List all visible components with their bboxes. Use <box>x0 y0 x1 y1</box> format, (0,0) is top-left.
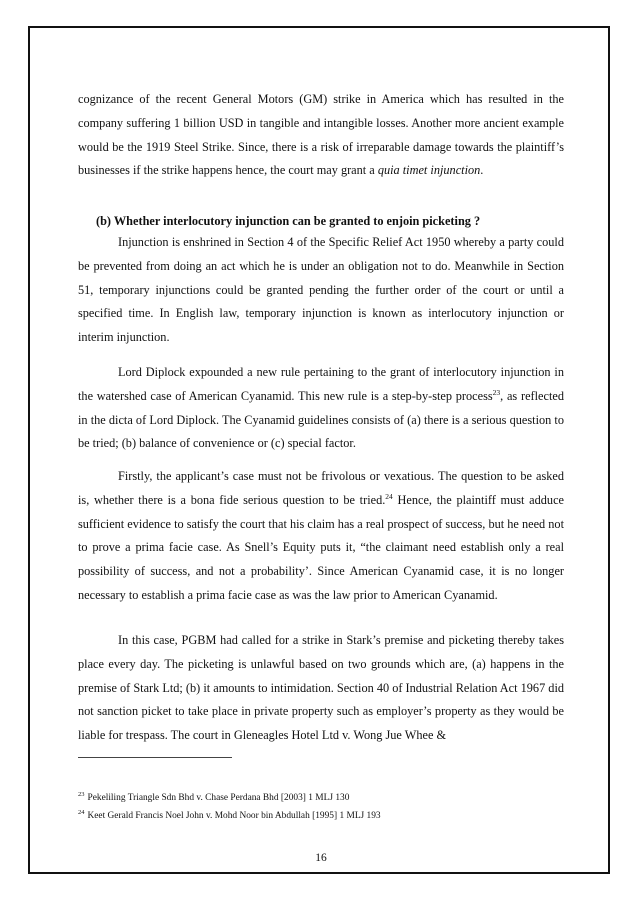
section-heading: (b) Whether interlocutory injunction can be granted to enjoin picketing ? <box>96 214 481 228</box>
footnote-number: 23 <box>78 791 85 798</box>
paragraph-gm-strike <box>78 88 564 183</box>
paragraph-text: cognizance of the recent General Motors (GM) strike in America which has resulted in the company suffering 1 billion USD in tangible and intangible losses. Another more ancient example would be the 1919 Steel Strike. Since, there is a risk of irreparable damage towards the plaintiff’s businesses if the strike happens hence, the court may grant a <box>78 92 564 178</box>
footnote-ref-23: 23 <box>492 387 501 397</box>
paragraph-lord-diplock <box>78 361 564 456</box>
footnote-text: Pekeliling Triangle Sdn Bhd v. Chase Perdana Bhd [2003] 1 MLJ 130 <box>87 793 350 803</box>
paragraph-text-end: . <box>480 163 484 178</box>
italic-term: quia timet injunction <box>377 163 481 178</box>
paragraph-text: Firstly, the applicant’s case must not be frivolous or vexatious. The question to be asked is, whether there is a bona fide serious question to be tried. <box>78 469 564 507</box>
footnote-text: Keet Gerald Francis Noel John v. Mohd Noor bin Abdullah [1995] 1 MLJ 193 <box>87 811 381 821</box>
paragraph-text-end: , as reflected in the dicta of Lord Diplock. The Cyanamid guidelines consists of (a) there is a serious question to be tried; (b) balance of convenience or (c) special factor. <box>78 388 564 451</box>
page-number: 16 <box>315 852 327 864</box>
paragraph-text-end: Hence, the plaintiff must adduce sufficient evidence to satisfy the court that his claim has a real prospect of success, but he need not to prove a prima facie case. As Snell’s Equity puts it, “the claimant need establish only a real possibility of success, and not a probability’. Since American Cyanamid case, it is no longer necessary to establish a prima facie case as was the law prior to American Cyanamid. <box>78 492 564 602</box>
paragraph-serious-question <box>78 465 564 608</box>
footnote-separator <box>78 757 232 758</box>
paragraph-pgbm-strike: In this case, PGBM had called for a strike in Stark’s premise and picketing thereby takes place every day. The picketing is unlawful based on two grounds which are, (a) happens in the premise of Stark Ltd; (b) it amounts to intimidation. Section 40 of Industrial Relation Act 1967 did not sanction picket to take place in private property such as employer’s property as they would be liable for trespass. The court in Gleneagles Hotel Ltd v. Wong Jue Whee & <box>78 633 565 743</box>
footnote-23 <box>78 788 564 805</box>
footnote-24 <box>78 806 564 823</box>
footnote-ref-24: 24 <box>385 491 393 501</box>
paragraph-injunction-definition: Injunction is enshrined in Section 4 of the Specific Relief Act 1950 whereby a party could be prevented from doing an act which he is under an obligation not to do. Meanwhile in Section 51, temporary injunctions could be granted pending the further order of the court or until a specified time. In English law, temporary injunction is known as interlocutory injunction or interim injunction. <box>78 235 564 345</box>
paragraph-text: Lord Diplock expounded a new rule pertaining to the grant of interlocutory injunction in the watershed case of American Cyanamid. This new rule is a step-by-step process <box>78 365 564 403</box>
footnote-number: 24 <box>78 809 85 816</box>
